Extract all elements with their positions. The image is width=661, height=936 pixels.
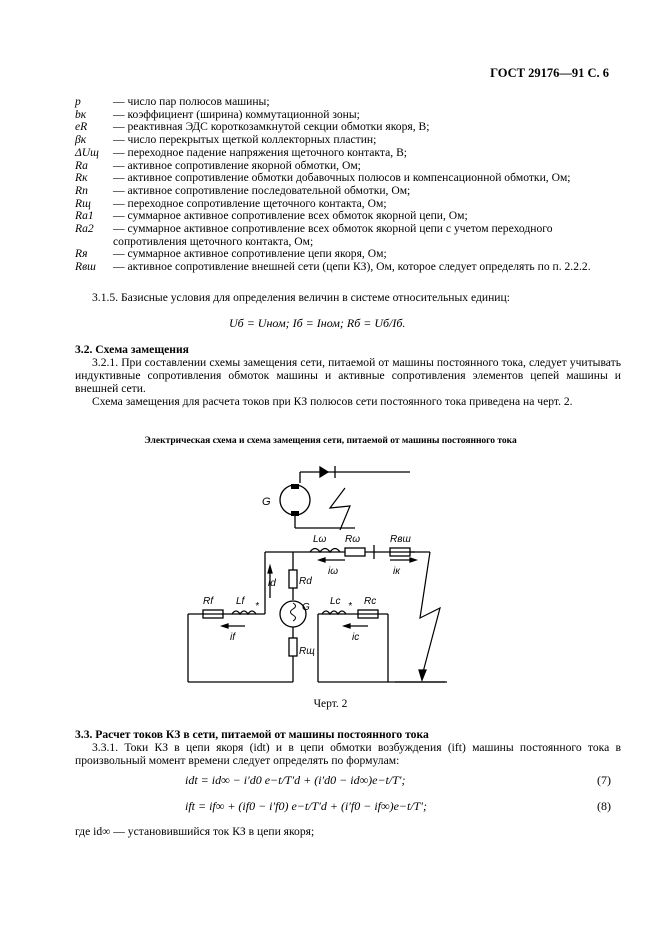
label-iw: iω [328, 566, 339, 577]
definition-item [75, 223, 615, 248]
label-g-mid: G [302, 602, 310, 613]
paragraph-chart-reference: Схема замещения для расчета токов при КЗ полюсов сети постоянного тока приведена на черт. 2. [92, 395, 573, 408]
definition-item [75, 185, 615, 198]
definition-symbol: Rп [75, 183, 88, 197]
section-3-3-title: 3.3. Расчет токов КЗ в сети, питаемой от машины постоянного тока [75, 728, 429, 741]
page-header: ГОСТ 29176—91 С. 6 [490, 66, 609, 80]
definition-item [75, 134, 615, 147]
definition-text: — активное сопротивление последовательной обмотки, Ом; [113, 183, 411, 197]
definition-text: — активное сопротивление внешней сети (цепи КЗ), Ом, которое следует определять по п. 2.2.2. [113, 260, 591, 274]
resistor-rsh [289, 638, 297, 656]
label-g-top: G [262, 496, 271, 508]
definition-symbol: βк [75, 133, 87, 147]
fault-symbol-main [420, 552, 440, 676]
paragraph-3-3-1: 3.3.1. Токи КЗ в цепи якоря (idt) и в цепи обмотки возбуждения (ift) машины постоянного тока в произвольный момент времени следует определять по формулам: [75, 741, 621, 767]
resistor-rd [289, 570, 297, 588]
label-rf: Rf [203, 596, 213, 607]
definition-symbol: Ra2 [75, 222, 94, 236]
definition-text: — суммарное активное сопротивление всех обмоток якорной цепи с учетом переходного сопротивления щеточного контакта, Ом; [113, 222, 553, 248]
label-rd: Rd [299, 576, 312, 587]
formula-base-conditions: Uб = Uном; Iб = Iном; Rб = Uб/Iб. [229, 316, 406, 330]
definition-item [75, 96, 615, 109]
definition-item [75, 261, 615, 274]
label-star-right: * [348, 601, 352, 612]
definition-text: — активное сопротивление якорной обмотки, Ом; [113, 158, 361, 172]
label-id: id [268, 578, 276, 589]
definition-symbol: Ra1 [75, 209, 94, 223]
definition-text: — реактивная ЭДС короткозамкнутой секции обмотки якоря, В; [113, 120, 430, 134]
paragraph-3-2-1: 3.2.1. При составлении схемы замещения сети, питаемой от машины постоянного тока, следует учитывать индуктивные сопротивления обмоток машины и активные сопротивления элементов цепей машины и внешней сети. [75, 356, 621, 395]
formula-8: ift = if∞ + (if0 − i′f0) e−t/T′d + (i′f0 − if∞)e−t/T′; [185, 799, 427, 813]
definition-text: — переходное падение напряжения щеточного контакта, В; [113, 145, 408, 159]
resistor-rw [345, 548, 365, 556]
label-ic: ic [352, 632, 360, 643]
definition-symbol: Rя [75, 247, 88, 261]
definition-text: — число перекрытых щеткой коллекторных пластин; [113, 133, 377, 147]
definition-item [75, 147, 615, 160]
label-if: if [230, 632, 235, 643]
fault-symbol-top [330, 488, 350, 530]
definition-text: — активное сопротивление обмотки добавочных полюсов и компенсационной обмотки, Ом; [113, 171, 571, 185]
definitions-list [75, 96, 615, 274]
definition-text: — число пар полюсов машины; [113, 95, 270, 108]
figure-title: Электрическая схема и схема замещения сети, питаемой от машины постоянного тока [144, 436, 517, 446]
generator-top [280, 485, 310, 515]
definition-symbol: ΔUщ [75, 145, 99, 159]
definition-text: — суммарное активное сопротивление цепи якоря, Ом; [113, 247, 387, 261]
definition-symbol: Rвш [75, 260, 96, 274]
definition-symbol: eR [75, 120, 88, 134]
paragraph-where: где id∞ — установившийся ток КЗ в цепи якоря; [75, 825, 315, 838]
label-rvsh: Rвш [390, 534, 411, 545]
arrow-icon [320, 467, 328, 477]
formula-7: idt = id∞ − i′d0 e−t/T′d + (i′d0 − id∞)e−t/T′; [185, 773, 406, 787]
paragraph-3-1-5: 3.1.5. Базисные условия для определения величин в системе относительных единиц: [92, 291, 510, 304]
definition-symbol: Rщ [75, 196, 91, 210]
circuit-diagram [0, 448, 661, 698]
definition-text: — переходное сопротивление щеточного контакта, Ом; [113, 196, 387, 210]
definition-text: — коэффициент (ширина) коммутационной зоны; [113, 107, 360, 121]
definition-symbol: p [75, 95, 81, 108]
definition-symbol: Rк [75, 171, 88, 185]
figure-caption: Черт. 2 [313, 698, 348, 710]
label-lf: Lf [236, 596, 245, 607]
equation-number-7: (7) [597, 773, 611, 787]
label-star-left: * [255, 601, 259, 612]
label-lc: Lc [330, 596, 341, 607]
label-rsh: Rщ [299, 646, 315, 657]
label-rw: Rω [345, 534, 361, 545]
definition-text: — суммарное активное сопротивление всех обмоток якорной цепи, Ом; [113, 209, 468, 223]
definition-symbol: Ra [75, 158, 88, 172]
equation-number-8: (8) [597, 799, 611, 813]
definition-symbol: bк [75, 107, 87, 121]
label-lw: Lω [313, 534, 327, 545]
label-ik: iк [393, 566, 400, 577]
section-3-2-title: 3.2. Схема замещения [75, 343, 189, 356]
label-rc: Rc [364, 596, 377, 607]
